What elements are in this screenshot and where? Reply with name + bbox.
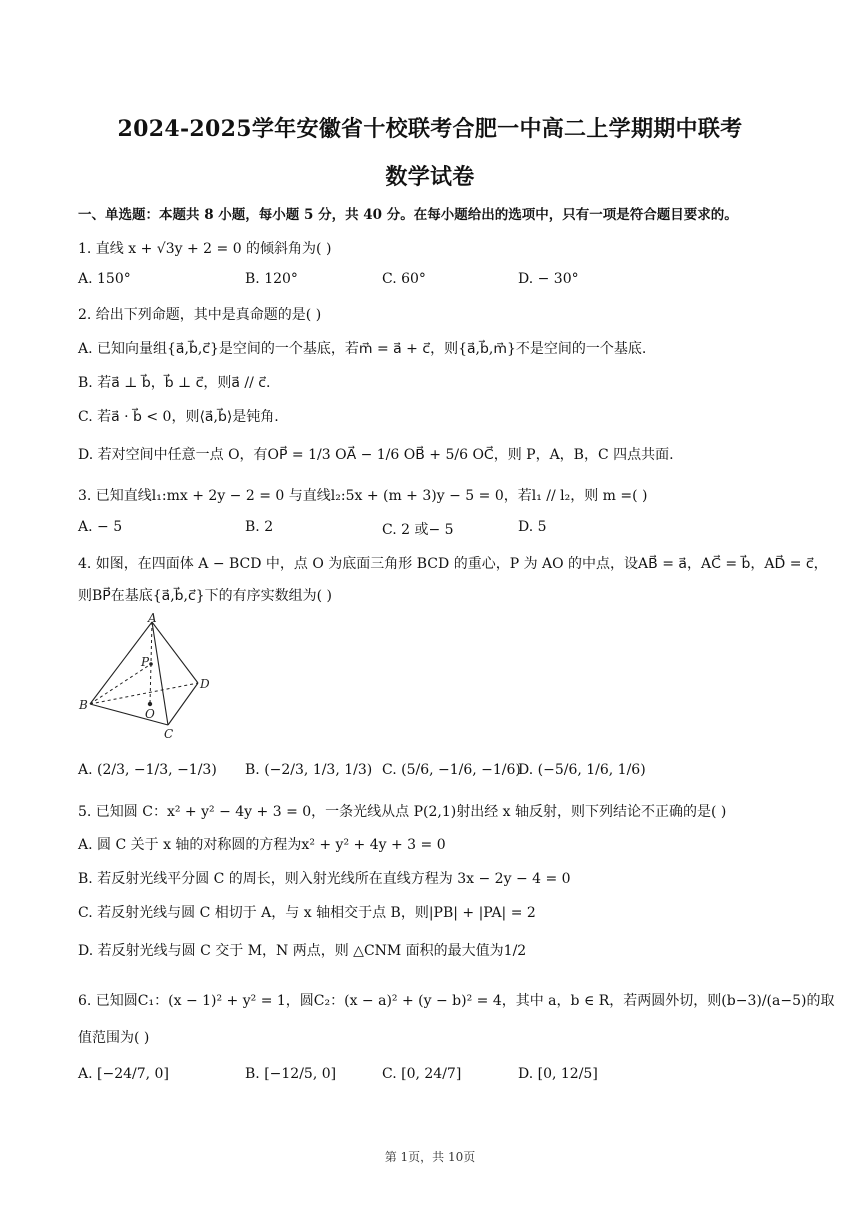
label-b: B [79, 698, 88, 712]
q3-option-a: A. − 5 [78, 519, 123, 535]
q2-option-b: B. 若a⃗ ⊥ b⃗，b⃗ ⊥ c⃗，则a⃗ // c⃗. [78, 375, 271, 391]
q2-option-a: A. 已知向量组{a⃗,b⃗,c⃗}是空间的一个基底，若m⃗ = a⃗ + c⃗，则{a⃗,b⃗,m⃗}不是空间的一个基底. [78, 341, 647, 357]
q5-option-a: A. 圆 C 关于 x 轴的对称圆的方程为x² + y² + 4y + 3 = 0 [78, 837, 446, 853]
q2-option-d: D. 若对空间中任意一点 O，有OP⃗ = 1/3 OA⃗ − 1/6 OB⃗ + 5/6 OC⃗，则 P，A，B，C 四点共面. [78, 447, 674, 463]
question-6-stem-continued: 值范围为( ) [78, 1030, 150, 1046]
point-o [148, 702, 152, 706]
label-p: P [141, 655, 150, 669]
question-2-stem: 2. 给出下列命题，其中是真命题的是( ) [78, 307, 322, 323]
section-heading: 一、单选题：本题共 8 小题，每小题 5 分，共 40 分。在每小题给出的选项中，只有一项是符合题目要求的。 [78, 207, 738, 223]
label-c: C [164, 727, 174, 741]
question-4-stem-continued: 则BP⃗在基底{a⃗,b⃗,c⃗}下的有序实数组为( ) [78, 588, 332, 604]
q1-option-b: B. 120° [245, 271, 298, 287]
q4-option-a: A. (2/3, −1/3, −1/3) [78, 762, 217, 778]
page-footer: 第 1页，共 10页 [384, 1150, 476, 1164]
q6-option-b: B. [−12/5, 0] [245, 1066, 337, 1082]
label-a: A [148, 612, 157, 625]
q3-option-c: C. 2 或− 5 [382, 522, 454, 538]
q5-option-b: B. 若反射光线平分圆 C 的周长，则入射光线所在直线方程为 3x − 2y − 4 = 0 [78, 871, 571, 887]
q1-option-a: A. 150° [78, 271, 131, 287]
q5-option-d: D. 若反射光线与圆 C 交于 M，N 两点，则 △CNM 面积的最大值为1/2 [78, 943, 527, 959]
q6-option-d: D. [0, 12/5] [518, 1066, 598, 1082]
question-1-stem: 1. 直线 x + √3y + 2 = 0 的倾斜角为( ) [78, 241, 332, 257]
q1-option-c: C. 60° [382, 271, 426, 287]
q1-option-d: D. − 30° [518, 271, 579, 287]
label-o: O [145, 707, 155, 721]
point-p [149, 662, 153, 666]
question-6-stem: 6. 已知圆C₁：(x − 1)² + y² = 1，圆C₂：(x − a)² + (y − b)² = 4，其中 a，b ∈ R，若两圆外切，则(b−3)/(a−5)的取 [78, 993, 835, 1009]
question-4-stem: 4. 如图，在四面体 A − BCD 中，点 O 为底面三角形 BCD 的重心，P 为 AO 的中点，设AB⃗ = a⃗，AC⃗ = b⃗，AD⃗ = c⃗， [78, 556, 828, 572]
q2-option-c: C. 若a⃗ · b⃗ < 0，则⟨a⃗,b⃗⟩是钝角. [78, 409, 279, 425]
exam-subtitle: 数学试卷 [385, 164, 475, 190]
q3-option-b: B. 2 [245, 519, 274, 535]
label-d: D [200, 677, 210, 691]
q4-option-b: B. (−2/3, 1/3, 1/3) [245, 762, 373, 778]
edge-cd [168, 683, 198, 725]
q3-option-d: D. 5 [518, 519, 547, 535]
edge-bc [90, 704, 168, 725]
edge-ad [152, 622, 198, 683]
tetrahedron-figure [78, 612, 228, 742]
q5-option-c: C. 若反射光线与圆 C 相切于 A，与 x 轴相交于点 B，则|PB| + |PA| = 2 [78, 905, 536, 921]
q6-option-a: A. [−24/7, 0] [78, 1066, 169, 1082]
q6-option-c: C. [0, 24/7] [382, 1066, 462, 1082]
question-5-stem: 5. 已知圆 C：x² + y² − 4y + 3 = 0，一条光线从点 P(2,1)射出经 x 轴反射，则下列结论不正确的是( ) [78, 804, 727, 820]
q4-option-d: D. (−5/6, 1/6, 1/6) [518, 762, 646, 778]
question-3-stem: 3. 已知直线l₁:mx + 2y − 2 = 0 与直线l₂:5x + (m + 3)y − 5 = 0，若l₁ // l₂，则 m =( ) [78, 488, 648, 504]
q4-option-c: C. (5/6, −1/6, −1/6) [382, 762, 521, 778]
exam-title: 2024-2025学年安徽省十校联考合肥一中高二上学期期中联考 [117, 116, 743, 142]
